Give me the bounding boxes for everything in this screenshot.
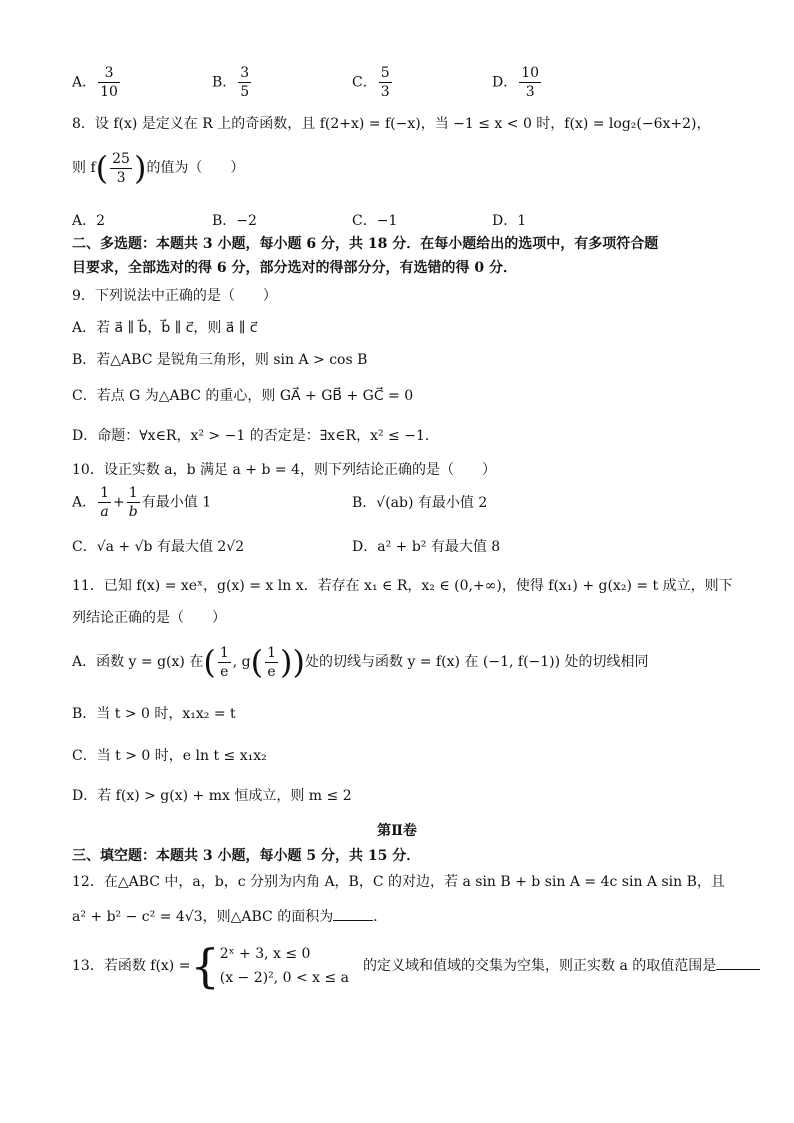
piecewise-case-1: 2ˣ + 3, x ≤ 0 [219,946,311,962]
right-paren: ) [133,149,147,187]
q10-option-c: C．√a + √b 有最大值 2√2 [72,539,245,555]
part2-title: 第Ⅱ卷 [377,823,417,839]
q8-option-b: B．−2 [212,213,257,229]
fraction [98,484,111,521]
q10-option-d: D．a² + b² 有最大值 8 [352,539,501,555]
fraction-numerator: 1 [127,484,140,503]
q12-line2-text: a² + b² − c² = 4√3，则△ABC 的面积为 [72,909,334,925]
q9-stem: 9．下列说法中正确的是（ ） [72,288,277,304]
q8-line2-suffix: 的值为（ ） [146,160,245,176]
fraction-numerator: 1 [267,644,277,661]
q13-stem [72,939,760,993]
q11-stem-line1: 11．已知 f(x) = xeˣ，g(x) = x ln x．若存在 x₁ ∈ R，x₂ ∈ (0,+∞)，使得 f(x₁) + g(x₂) = t 成立，则下 [72,578,733,594]
q10-stem: 10．设正实数 a，b 满足 a + b = 4，则下列结论正确的是（ ） [72,462,496,478]
q11-stem-line2: 列结论正确的是（ ） [72,610,226,626]
fraction [218,644,231,681]
option-label: B． [212,74,237,91]
q8-option-d: D．1 [492,213,527,229]
q8-stem-line2 [72,148,244,188]
section3-heading: 三、填空题：本题共 3 小题，每小题 5 分，共 15 分． [72,848,421,864]
q13-suffix: 的定义域和值域的交集为空集，则正实数 a 的取值范围是 [363,958,717,974]
q11-option-a [72,640,649,684]
q11-option-c: C．当 t > 0 时，e ln t ≤ x₁x₂ [72,748,267,764]
q12-stem-line2 [72,906,387,927]
q8-line2-prefix: 则 f [72,160,96,176]
fraction-denominator: e [220,663,229,680]
fraction [127,484,140,521]
fraction-numerator: 10 [521,65,540,81]
q9-option-a: A．若 a⃗ ∥ b⃗，b⃗ ∥ c⃗，则 a⃗ ∥ c⃗ [72,320,258,336]
fraction-denominator: 3 [525,84,535,100]
q11-option-b: B．当 t > 0 时，x₁x₂ = t [72,706,236,722]
q10-option-a [72,484,211,521]
fraction [379,64,392,101]
fraction-numerator: 3 [98,64,120,83]
fraction-denominator: a [100,504,109,520]
option-label: D． [492,74,518,91]
right-paren: )) [280,643,305,681]
q12-line2-end: ． [373,909,388,925]
fraction-denominator: e [267,663,276,680]
option-text: 有最小值 1 [141,494,212,511]
piecewise-cases [220,942,349,990]
fraction-numerator: 5 [380,65,390,81]
q9-option-d: D．命题：∀x∈R，x² > −1 的否定是：∃x∈R，x² ≤ −1． [72,428,439,444]
q7-option-d [492,64,543,101]
q8-stem-line1: 8．设 f(x) 是定义在 R 上的奇函数，且 f(2+x) = f(−x)，当 −1 ≤ x < 0 时，f(x) = log₂(−6x+2)， [72,116,711,132]
plus-sign: + [113,494,125,511]
option-label: A． [72,74,97,91]
fraction [110,150,132,187]
q11-option-d: D．若 f(x) > g(x) + mx 恒成立，则 m ≤ 2 [72,788,352,804]
fraction-numerator: 1 [219,644,229,661]
fraction-denominator: b [128,504,138,520]
fraction-denominator: 5 [240,84,250,100]
q8-option-a: A．2 [72,213,106,229]
fraction [98,64,120,101]
left-brace: { [190,939,220,993]
answer-blank[interactable] [333,906,373,921]
option-text: , g [232,654,251,670]
left-paren: ( [250,643,264,681]
q7-option-b [212,64,253,101]
q7-option-a [72,64,122,101]
q7-option-c [352,64,394,101]
fraction-numerator: 3 [240,65,250,81]
fraction [519,64,541,101]
option-label: C． [352,74,377,91]
left-paren: ( [203,643,216,681]
fraction-denominator: 3 [380,84,390,100]
left-paren: ( [95,149,109,187]
q12-stem-line1: 12．在△ABC 中，a，b，c 分别为内角 A，B，C 的对边，若 a sin B + b sin A = 4c sin A sin B，且 [72,874,725,890]
q10-option-b: B．√(ab) 有最小值 2 [352,495,488,511]
section2-heading-line1: 二、多选题：本题共 3 小题，每小题 6 分，共 18 分．在每小题给出的选项中，有多项符合题 [72,236,659,252]
fraction [238,64,251,101]
fraction-denominator: 10 [100,84,118,100]
option-text: A．函数 y = g(x) 在 [72,654,204,670]
piecewise-case-2: (x − 2)², 0 < x ≤ a [219,970,350,986]
section2-heading-line2: 目要求，全部选对的得 6 分，部分选对的得部分分，有选错的得 0 分． [72,260,517,276]
q13-prefix: 13．若函数 f(x) = [72,958,191,974]
option-text: 处的切线与函数 y = f(x) 在 (−1, f(−1)) 处的切线相同 [305,654,649,670]
fraction-denominator: 3 [116,169,126,186]
fraction-numerator: 1 [100,485,110,501]
fraction-numerator: 25 [112,150,130,167]
q9-option-b: B．若△ABC 是锐角三角形，则 sin A > cos B [72,352,368,368]
answer-blank[interactable] [716,955,760,970]
fraction [265,644,278,681]
q9-option-c: C．若点 G 为△ABC 的重心，则 GA⃗ + GB⃗ + GC⃗ = 0 [72,388,414,404]
q8-option-c: C．−1 [352,213,398,229]
option-label: A． [72,494,97,511]
